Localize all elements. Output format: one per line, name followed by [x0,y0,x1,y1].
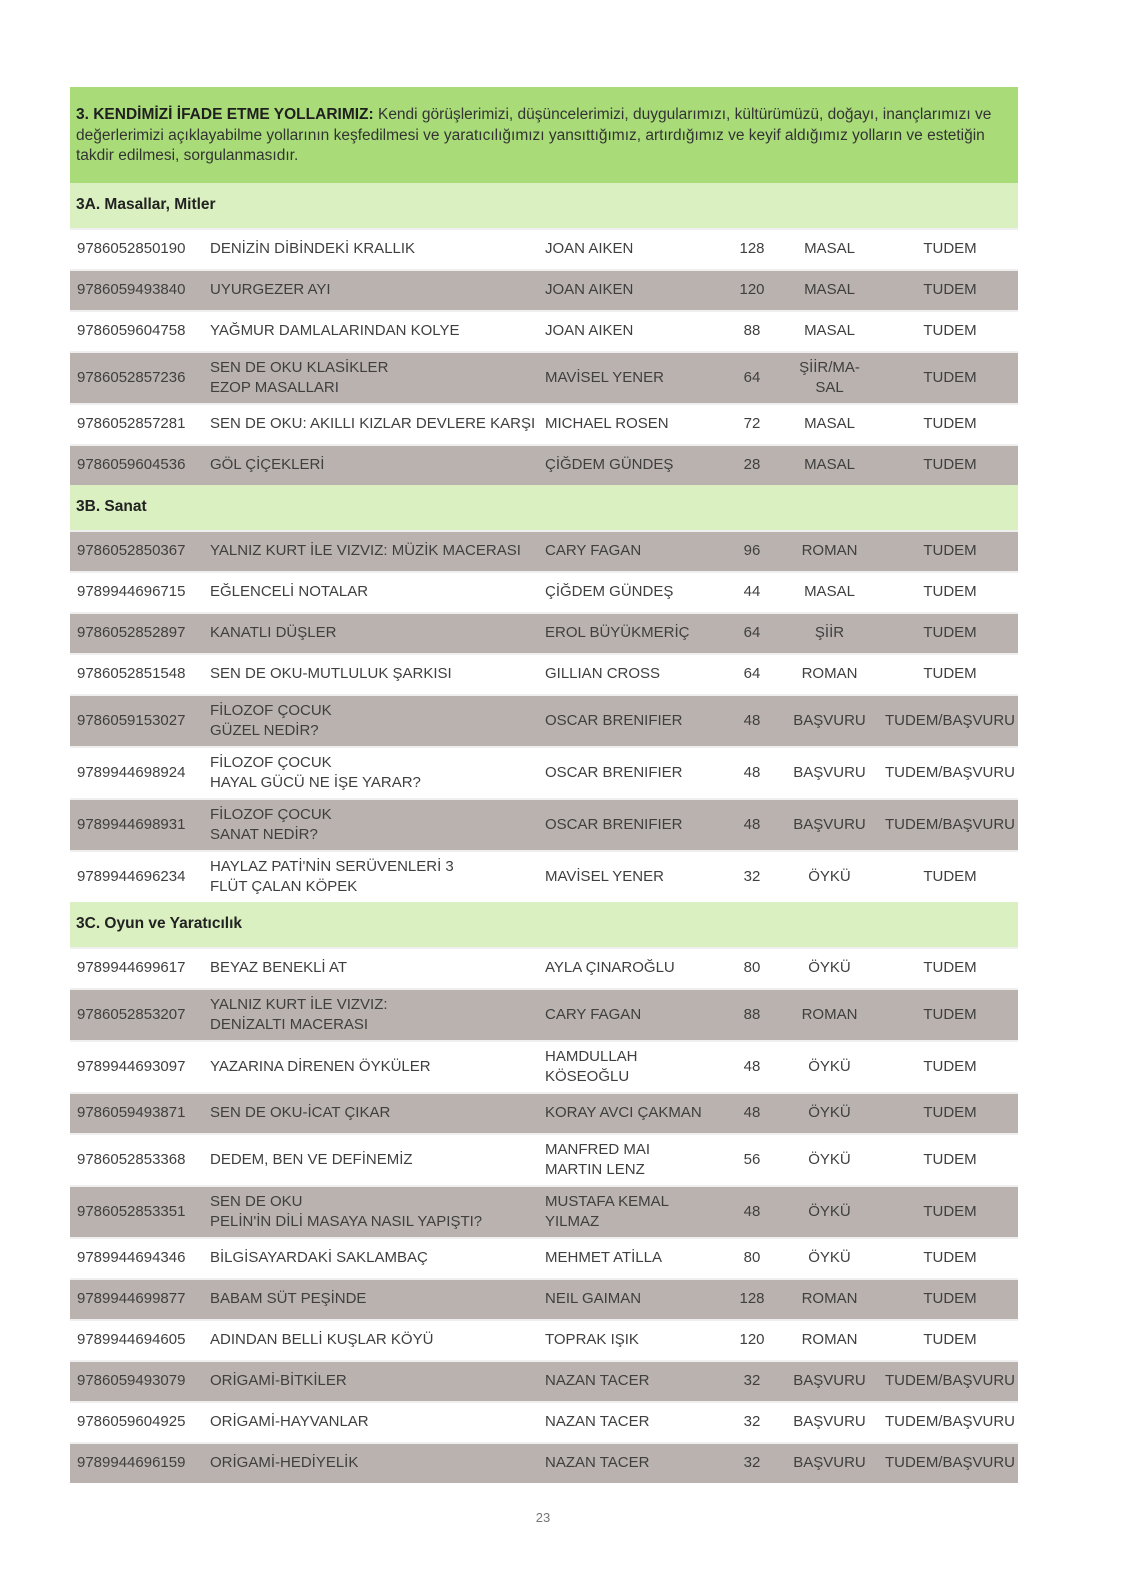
page-count-cell: 32 [743,867,761,885]
table-row [70,612,1018,653]
publisher-cell: TUDEM [923,415,977,432]
author-cell: TOPRAK IŞIK [545,1331,639,1348]
author-cell: EROL BÜYÜKMERİÇ [545,624,690,641]
table-row [70,1360,1018,1401]
table-row [70,1278,1018,1319]
table-row [70,1133,1018,1185]
author-cell: JOAN AIKEN [545,322,634,339]
publisher-cell: TUDEM [923,322,977,339]
title-cell: YALNIZ KURT İLE VIZVIZ: DENİZALTI MACERASI [210,995,388,1033]
author-cell: CARY FAGAN [545,542,642,559]
genre-cell: ROMAN [801,1005,858,1023]
isbn-cell: 9786059493871 [77,1104,186,1121]
table-row [70,228,1018,269]
genre-cell: BAŞVURU [793,815,866,833]
title-cell: EĞLENCELİ NOTALAR [210,583,369,600]
genre-cell: BAŞVURU [793,1413,866,1430]
page-count-cell: 48 [743,763,761,781]
table-row [70,1185,1018,1237]
page-count-cell: 48 [743,1057,761,1075]
title-cell: GÖL ÇİÇEKLERİ [210,456,325,473]
table-row [70,444,1018,485]
table-row [70,1040,1018,1092]
author-cell: KORAY AVCI ÇAKMAN [545,1104,702,1121]
genre-cell: ÖYKÜ [808,959,851,976]
title-cell: YAZARINA DİRENEN ÖYKÜLER [210,1057,431,1075]
genre-cell: ŞİİR/MA- SAL [799,358,860,396]
author-cell: OSCAR BRENIFIER [545,711,683,729]
section-header: 3A. Masallar, Mitler [70,183,1018,228]
sections-container [70,183,1018,1483]
table-row [70,694,1018,746]
author-cell: MEHMET ATİLLA [545,1249,662,1266]
publisher-cell: TUDEM [923,867,977,885]
publisher-cell: TUDEM [923,1104,977,1121]
table-row [70,746,1018,798]
title-cell: SEN DE OKU-MUTLULUK ŞARKISI [210,665,452,682]
author-cell: MAVİSEL YENER [545,867,664,885]
author-cell: GILLIAN CROSS [545,665,661,682]
author-cell: OSCAR BRENIFIER [545,815,683,833]
isbn-cell: 9786059493079 [77,1372,186,1389]
isbn-cell: 9789944698931 [77,815,186,833]
isbn-cell: 9789944698924 [77,763,186,781]
title-cell: BİLGİSAYARDAKİ SAKLAMBAÇ [210,1249,428,1266]
genre-cell: MASAL [804,240,855,257]
title-cell: ORİGAMİ-HEDİYELİK [210,1454,359,1471]
title-cell: FİLOZOF ÇOCUK HAYAL GÜCÜ NE İŞE YARAR? [210,753,421,791]
table-row [70,1319,1018,1360]
publisher-cell: TUDEM [923,665,977,682]
isbn-cell: 9789944696159 [77,1454,186,1471]
isbn-cell: 9786052853207 [77,1005,186,1023]
page-count-cell: 32 [743,1413,761,1430]
publisher-cell: TUDEM [923,1202,977,1220]
genre-cell: MASAL [804,456,855,473]
author-cell: MICHAEL ROSEN [545,415,669,432]
title-cell: DENİZİN DİBİNDEKİ KRALLIK [210,240,416,257]
isbn-cell: 9786052851548 [77,665,186,682]
table-row [70,1237,1018,1278]
publisher-cell: TUDEM [923,281,977,298]
isbn-cell: 9789944694605 [77,1331,186,1348]
publisher-cell: TUDEM/BAŞVURU [884,815,1015,833]
title-cell: YALNIZ KURT İLE VIZVIZ: MÜZİK MACERASI [210,542,521,559]
page-count-cell: 128 [739,240,765,257]
page-count-cell: 80 [743,959,761,976]
title-cell: SEN DE OKU PELİN'İN DİLİ MASAYA NASIL YAPIŞTI? [210,1192,483,1230]
author-cell: HAMDULLAH KÖSEOĞLU [545,1047,638,1085]
isbn-cell: 9789944696715 [77,583,186,600]
page-count-cell: 88 [743,322,761,339]
publisher-cell: TUDEM [923,1249,977,1266]
category-description: Kendi görüşlerimizi, düşüncelerimizi, duygularımızı, kültürümüzü, doğayı, inançlarımızı ve değerlerimizi açıklayabilme yollarının keşfedilmesi ve yaratıcılığımızı yansıttığımız, artırdığımız ve keyif aldığımız yolların ve estetiğin takdir edilmesi, sorgulanmasıdır. [76,106,992,164]
section-header: 3C. Oyun ve Yaratıcılık [70,902,1018,947]
isbn-cell: 9786059153027 [77,711,186,729]
isbn-cell: 9789944694346 [77,1249,186,1266]
page-count-cell: 64 [743,368,761,386]
publisher-cell: TUDEM [923,1005,977,1023]
table-row [70,653,1018,694]
book-list-table [70,87,1018,1483]
genre-cell: ÖYKÜ [808,1150,851,1168]
title-cell: UYURGEZER AYI [210,281,331,298]
isbn-cell: 9786052852897 [77,624,186,641]
genre-cell: BAŞVURU [793,1372,866,1389]
table-row [70,850,1018,902]
genre-cell: ÖYKÜ [808,1104,851,1121]
isbn-cell: 9786059604925 [77,1413,186,1430]
table-row [70,798,1018,850]
table-row [70,310,1018,351]
author-cell: MAVİSEL YENER [545,368,664,386]
page-count-cell: 64 [743,665,761,682]
author-cell: CARY FAGAN [545,1005,642,1023]
page-count-cell: 48 [743,1202,761,1220]
isbn-cell: 9786052857236 [77,368,186,386]
title-cell: SEN DE OKU KLASİKLER EZOP MASALLARI [210,358,389,396]
author-cell: AYLA ÇINAROĞLU [545,959,675,976]
table-row [70,988,1018,1040]
genre-cell: ÖYKÜ [808,1057,851,1075]
author-cell: NEIL GAIMAN [545,1290,642,1307]
section-header: 3B. Sanat [70,485,1018,530]
publisher-cell: TUDEM [923,583,977,600]
publisher-cell: TUDEM [923,959,977,976]
author-cell: NAZAN TACER [545,1372,650,1389]
genre-cell: MASAL [804,281,855,298]
publisher-cell: TUDEM [923,1290,977,1307]
genre-cell: MASAL [804,322,855,339]
author-cell: MANFRED MAI MARTIN LENZ [545,1140,650,1178]
page-number: 23 [535,1510,551,1525]
isbn-cell: 9786059604536 [77,456,186,473]
page-count-cell: 120 [739,1331,765,1348]
publisher-cell: TUDEM [923,240,977,257]
genre-cell: BAŞVURU [793,711,866,729]
title-cell: FİLOZOF ÇOCUK GÜZEL NEDİR? [210,701,332,739]
author-cell: MUSTAFA KEMAL YILMAZ [545,1192,669,1230]
page-count-cell: 96 [743,542,761,559]
page-count-cell: 44 [743,583,761,600]
genre-cell: ROMAN [801,665,858,682]
genre-cell: ŞİİR [814,624,845,641]
page-count-cell: 32 [743,1372,761,1389]
page-count-cell: 48 [743,711,761,729]
author-cell: JOAN AIKEN [545,281,634,298]
genre-cell: ÖYKÜ [808,1202,851,1220]
genre-cell: ROMAN [801,1290,858,1307]
category-intro [70,87,1018,183]
title-cell: KANATLI DÜŞLER [210,624,337,641]
isbn-cell: 9786052853368 [77,1150,186,1168]
page-count-cell: 48 [743,1104,761,1121]
author-cell: NAZAN TACER [545,1413,650,1430]
table-row [70,1092,1018,1133]
page-count-cell: 64 [743,624,761,641]
author-cell: OSCAR BRENIFIER [545,763,683,781]
genre-cell: ÖYKÜ [808,867,851,885]
table-row [70,1401,1018,1442]
title-cell: BABAM SÜT PEŞİNDE [210,1290,367,1307]
page-count-cell: 28 [743,456,761,473]
table-row [70,269,1018,310]
title-cell: DEDEM, BEN VE DEFİNEMİZ [210,1150,413,1168]
isbn-cell: 9786052850367 [77,542,186,559]
title-cell: ORİGAMİ-BİTKİLER [210,1372,347,1389]
page-count-cell: 80 [743,1249,761,1266]
page-count-cell: 128 [739,1290,765,1307]
isbn-cell: 9786052853351 [77,1202,186,1220]
publisher-cell: TUDEM/BAŞVURU [884,1413,1015,1430]
page-count-cell: 72 [743,415,761,432]
title-cell: FİLOZOF ÇOCUK SANAT NEDİR? [210,805,332,843]
publisher-cell: TUDEM [923,1331,977,1348]
author-cell: NAZAN TACER [545,1454,650,1471]
table-row [70,1442,1018,1483]
publisher-cell: TUDEM [923,368,977,386]
isbn-cell: 9786052857281 [77,415,186,432]
publisher-cell: TUDEM [923,1150,977,1168]
publisher-cell: TUDEM [923,456,977,473]
publisher-cell: TUDEM/BAŞVURU [884,711,1015,729]
genre-cell: ÖYKÜ [808,1249,851,1266]
publisher-cell: TUDEM [923,542,977,559]
title-cell: HAYLAZ PATİ'NİN SERÜVENLERİ 3 FLÜT ÇALAN KÖPEK [210,857,454,895]
category-heading: 3. KENDİMİZİ İFADE ETME YOLLARIMIZ: [76,106,374,123]
table-row [70,571,1018,612]
title-cell: YAĞMUR DAMLALARINDAN KOLYE [210,322,460,339]
title-cell: ORİGAMİ-HAYVANLAR [210,1413,369,1430]
table-row [70,403,1018,444]
isbn-cell: 9789944696234 [77,867,186,885]
isbn-cell: 9789944699617 [77,959,186,976]
isbn-cell: 9786059493840 [77,281,186,298]
author-cell: JOAN AIKEN [545,240,634,257]
table-row [70,530,1018,571]
publisher-cell: TUDEM [923,1057,977,1075]
publisher-cell: TUDEM/BAŞVURU [884,1454,1015,1471]
title-cell: BEYAZ BENEKLİ AT [210,959,347,976]
isbn-cell: 9786052850190 [77,240,186,257]
page-count-cell: 48 [743,815,761,833]
title-cell: ADINDAN BELLİ KUŞLAR KÖYÜ [210,1331,434,1348]
page-count-cell: 88 [743,1005,761,1023]
isbn-cell: 9789944693097 [77,1057,186,1075]
title-cell: SEN DE OKU-İCAT ÇIKAR [210,1104,391,1121]
isbn-cell: 9786059604758 [77,322,186,339]
isbn-cell: 9789944699877 [77,1290,186,1307]
genre-cell: BAŞVURU [793,763,866,781]
genre-cell: MASAL [804,415,855,432]
publisher-cell: TUDEM/BAŞVURU [884,1372,1015,1389]
page-count-cell: 56 [743,1150,761,1168]
author-cell: ÇİĞDEM GÜNDEŞ [545,456,674,473]
genre-cell: ROMAN [801,542,858,559]
page-count-cell: 120 [739,281,765,298]
page-count-cell: 32 [743,1454,761,1471]
table-row [70,947,1018,988]
publisher-cell: TUDEM/BAŞVURU [884,763,1015,781]
genre-cell: BAŞVURU [793,1454,866,1471]
genre-cell: MASAL [804,583,855,600]
publisher-cell: TUDEM [923,624,977,641]
title-cell: SEN DE OKU: AKILLI KIZLAR DEVLERE KARŞI [210,415,536,432]
table-row [70,351,1018,403]
genre-cell: ROMAN [801,1331,858,1348]
author-cell: ÇİĞDEM GÜNDEŞ [545,583,674,600]
